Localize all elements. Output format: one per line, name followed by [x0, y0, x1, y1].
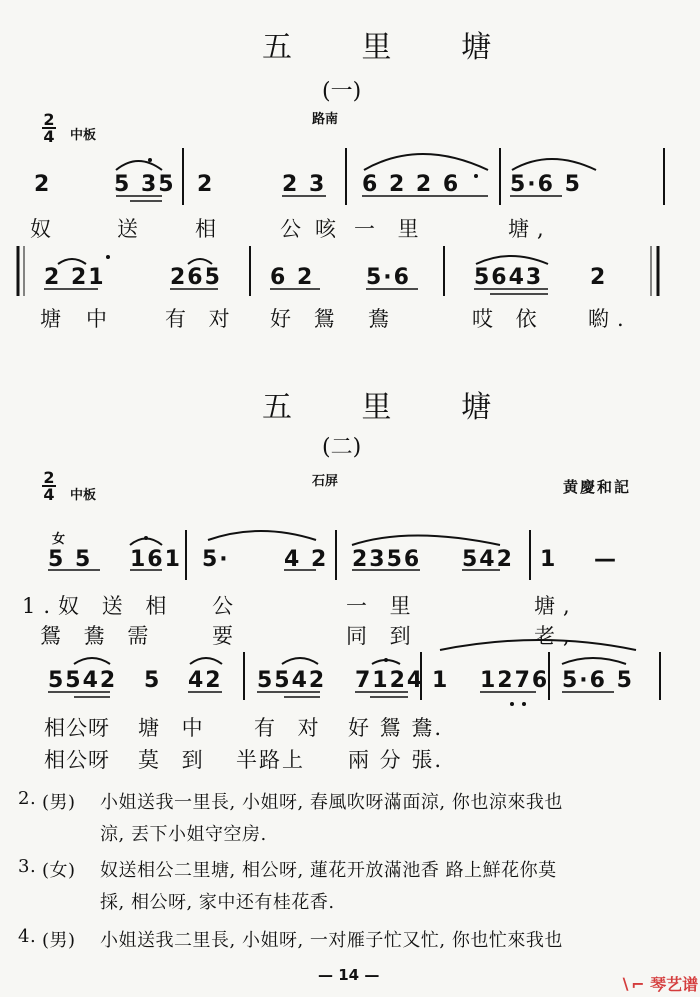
verse-line: 奴送相公二里塘, 相公呀, 蓮花开放滿池香 路上鮮花你莫 [100, 860, 557, 881]
verse-line: 小姐送我一里長, 小姐呀, 春風吹呀滿面涼, 你也涼來我也 [100, 792, 563, 813]
note: 161 [130, 547, 182, 572]
song1-title: 五 里 塘 [262, 30, 522, 65]
lyric: 一 里 [346, 594, 419, 618]
lyric: 同 到 [346, 624, 419, 648]
lyric: 塘 中 [138, 716, 211, 740]
verse-number: 3. [18, 856, 37, 877]
note: 7124 [355, 668, 425, 693]
watermark-logo-icon: ∖⌐ [620, 975, 645, 994]
lyric: 有 对 [254, 716, 327, 740]
lyric: 相公呀 [44, 716, 110, 740]
lyric: 一 里 [354, 217, 427, 241]
lyric: 公 [212, 594, 241, 618]
note: 265 [170, 265, 222, 290]
note: 5·6 5 [562, 668, 634, 693]
note: 5643 [474, 265, 544, 290]
lyric: 兩 分 張. [348, 748, 444, 772]
page-number: — 14 — [318, 966, 380, 984]
note: 4 2 [284, 547, 329, 572]
note: 5542 [257, 668, 327, 693]
verse-line: 涼, 丟下小姐守空房. [100, 824, 267, 845]
lyric: 好 鴛 鴦. [348, 716, 444, 740]
lyric: 咳 [315, 217, 344, 241]
note: 6 2 [270, 265, 315, 290]
song2-title: 五 里 塘 [262, 390, 522, 425]
lyric: 送 [117, 217, 146, 241]
song1-tempo: 中板 [70, 128, 97, 143]
song2-recorder: 黄慶和記 [563, 478, 632, 496]
note: 2 3 [282, 172, 327, 197]
note: 6 2 2 6 [362, 172, 461, 197]
song1-number: (一) [322, 79, 362, 104]
song1-time-signature: 2 4 [43, 110, 55, 146]
lyric: 中 [86, 307, 115, 331]
note: 5· [202, 547, 230, 572]
lyric: 鴦 [368, 307, 397, 331]
note: 1 [432, 668, 450, 693]
verse-number: 4. [18, 926, 37, 947]
lyric: 莫 到 [138, 748, 211, 772]
lyric: 哎 依 [472, 307, 545, 331]
verse-role: (男) [42, 792, 76, 813]
note: 5·6 [366, 265, 411, 290]
song1-region: 路南 [312, 112, 339, 127]
lyric: 鴛 鴦 需 [40, 624, 157, 648]
lyric: 塘 [40, 307, 69, 331]
lyric: 半路上 [236, 748, 305, 772]
lyric: 相 [195, 217, 224, 241]
song2-region: 石屏 [312, 474, 339, 489]
verse-number: 2. [18, 788, 37, 809]
lyric: 塘, [508, 217, 552, 241]
lyric: 相公呀 [44, 748, 110, 772]
note: 2356 [352, 547, 422, 572]
verse-line: 小姐送我二里長, 小姐呀, 一对雁子忙又忙, 你也忙來我也 [100, 930, 563, 951]
voice-label: 女 [52, 532, 66, 547]
note: 2 [34, 172, 52, 197]
song2-time-signature: 2 4 [43, 468, 55, 504]
lyric: 公 [280, 217, 309, 241]
note: 2 [197, 172, 215, 197]
note: 5·6 5 [510, 172, 582, 197]
lyric: 有 对 [165, 307, 238, 331]
note: 542 [462, 547, 514, 572]
lyric: 奴 [30, 217, 59, 241]
note: 5542 [48, 668, 118, 693]
note: 5 35 [114, 172, 176, 197]
verse-role: (女) [42, 860, 76, 881]
note: 2 21 [44, 265, 106, 290]
note: 5 5 [48, 547, 93, 572]
song2-number: (二) [322, 435, 362, 460]
lyric: 1.奴 送 相 [22, 594, 175, 618]
lyric: 塘, [534, 594, 578, 618]
lyric: 喲. [588, 307, 632, 331]
note: 1276 [480, 668, 550, 693]
lyric: 好 鴛 [270, 307, 343, 331]
watermark-text: 琴艺谱 [650, 975, 699, 994]
note: 1 [540, 547, 558, 572]
lyric: 老, [534, 624, 578, 648]
note: 2 [590, 265, 608, 290]
lyric: 要 [212, 624, 241, 648]
note: 5 [144, 668, 162, 693]
song2-tempo: 中板 [70, 488, 97, 503]
note: — [594, 547, 618, 572]
verse-role: (男) [42, 930, 76, 951]
note: 42 [188, 668, 223, 693]
verse-line: 採, 相公呀, 家中还有桂花香. [100, 892, 335, 913]
